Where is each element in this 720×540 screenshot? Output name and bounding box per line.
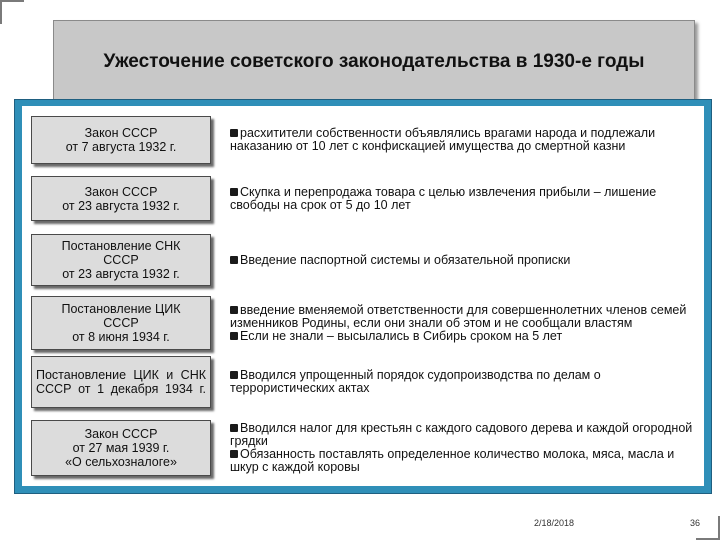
law-description bbox=[220, 296, 704, 350]
law-row bbox=[22, 296, 704, 350]
law-label: Постановление ЦИК СССР от 8 июня 1934 г. bbox=[61, 302, 181, 344]
slide-number: 36 bbox=[690, 518, 701, 528]
law-label-box bbox=[31, 296, 211, 350]
law-label-box bbox=[31, 356, 211, 408]
square-bullet-icon bbox=[230, 129, 238, 137]
description-item: введение вменяемой ответственности для совершеннолетних членов семей изменников Родины, если они знали об этом и не сообщали властям bbox=[230, 302, 687, 330]
description-item: Обязанность поставлять определенное количество молока, мяса, масла и шкур с каждой коровы bbox=[230, 447, 675, 474]
law-label-box bbox=[31, 116, 211, 164]
square-bullet-icon bbox=[230, 424, 238, 432]
law-label: Закон СССР от 23 августа 1932 г. bbox=[62, 184, 180, 213]
description-item: Вводился налог для крестьян с каждого садового дерева и каждой огородной грядки bbox=[230, 421, 693, 448]
law-row bbox=[22, 420, 704, 476]
content-area bbox=[22, 106, 704, 486]
description-item: Если не знали – высылались в Сибирь сроком на 5 лет bbox=[230, 330, 698, 343]
square-bullet-icon bbox=[230, 371, 238, 379]
square-bullet-icon bbox=[230, 306, 238, 314]
law-row bbox=[22, 116, 704, 164]
law-description bbox=[220, 116, 704, 164]
slide-title: Ужесточение советского законодательства в 1930-е годы bbox=[103, 51, 645, 72]
law-description bbox=[220, 176, 704, 221]
law-label-box bbox=[31, 234, 211, 286]
law-label-box bbox=[31, 176, 211, 221]
square-bullet-icon bbox=[230, 256, 238, 264]
footer-date: 2/18/2018 bbox=[534, 518, 575, 528]
title-box bbox=[53, 20, 695, 104]
description-item: Введение паспортной системы и обязательной прописки bbox=[230, 254, 698, 267]
law-description bbox=[220, 420, 704, 476]
law-description bbox=[220, 356, 704, 408]
square-bullet-icon bbox=[230, 450, 238, 458]
law-row bbox=[22, 234, 704, 286]
law-label-box bbox=[31, 420, 211, 476]
description-item: Вводился упрощенный порядок судопроизводства по делам о террористических актах bbox=[230, 368, 601, 395]
square-bullet-icon bbox=[230, 188, 238, 196]
square-bullet-icon bbox=[230, 332, 238, 340]
law-row bbox=[22, 176, 704, 221]
law-description bbox=[220, 234, 704, 286]
law-label: Постановление СНК СССР от 23 августа 1932 г. bbox=[61, 239, 181, 281]
law-label: Закон СССР от 7 августа 1932 г. bbox=[65, 126, 177, 154]
law-label: Постановление ЦИК и СНК СССР от 1 декабря 1934 г. bbox=[36, 368, 206, 396]
description-item: Скупка и перепродажа товара с целью извлечения прибыли – лишение свободы на срок от 5 до 10 лет bbox=[230, 184, 657, 212]
corner-decoration-top-left bbox=[0, 0, 24, 24]
law-row bbox=[22, 356, 704, 408]
law-label: Закон СССР от 27 мая 1939 г. «О сельхозналоге» bbox=[65, 427, 177, 469]
description-item: расхитители собственности объявлялись врагами народа и подлежали наказанию от 10 лет с конфискацией имущества до смертной казни bbox=[230, 126, 656, 153]
